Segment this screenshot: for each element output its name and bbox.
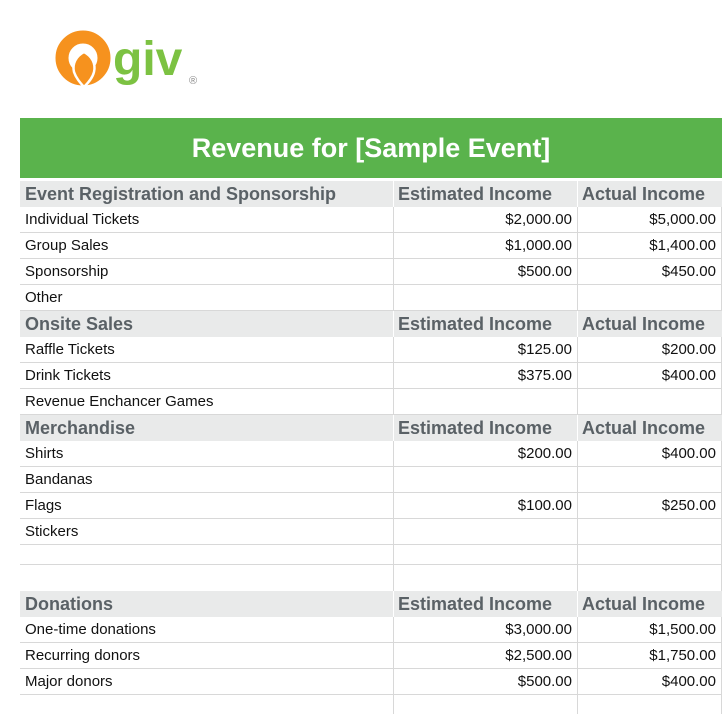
revenue-section: [20, 311, 722, 415]
item-label-cell: Shirts: [25, 445, 64, 462]
section-rows: [20, 337, 722, 415]
estimated-income-cell: $375.00: [393, 363, 577, 388]
table-sections: [20, 181, 722, 714]
estimated-income-cell: [393, 519, 577, 544]
actual-income-cell: $400.00: [577, 363, 722, 388]
section-header-row: [20, 181, 722, 207]
actual-income-cell: $250.00: [577, 493, 722, 518]
item-label-cell: Revenue Enchancer Games: [25, 393, 214, 410]
actual-income-header: Actual Income: [577, 415, 722, 441]
table-row: [20, 207, 722, 233]
estimated-income-header: Estimated Income: [393, 415, 577, 441]
section-header-row: [20, 591, 722, 617]
table-row: [20, 233, 722, 259]
actual-income-cell: [577, 695, 722, 714]
actual-income-cell: $1,750.00: [577, 643, 722, 668]
section-header-row: [20, 311, 722, 337]
item-label-cell: [20, 545, 393, 564]
actual-income-header: Actual Income: [577, 591, 722, 617]
actual-income-cell: [577, 545, 722, 564]
actual-income-cell: $400.00: [577, 441, 722, 466]
table-row: [20, 389, 722, 415]
item-label-cell: Bandanas: [25, 471, 93, 488]
item-label-cell: [20, 565, 393, 591]
table-row: [20, 467, 722, 493]
actual-income-header: Actual Income: [577, 181, 722, 207]
item-label-cell: [20, 695, 393, 714]
estimated-income-cell: [393, 467, 577, 492]
section-header-row: [20, 415, 722, 441]
table-row: [20, 565, 722, 591]
table-row: [20, 493, 722, 519]
table-row: [20, 669, 722, 695]
actual-income-cell: $200.00: [577, 337, 722, 362]
actual-income-cell: $1,500.00: [577, 617, 722, 642]
section-title: Donations: [20, 591, 393, 617]
item-label-cell: Other: [25, 289, 63, 306]
estimated-income-cell: [393, 389, 577, 414]
page-title: Revenue for [Sample Event]: [191, 132, 551, 163]
estimated-income-cell: $100.00: [393, 493, 577, 518]
table-row: [20, 617, 722, 643]
table-row: [20, 519, 722, 545]
estimated-income-cell: $500.00: [393, 259, 577, 284]
logo-text: giv: [113, 33, 183, 86]
section-rows: [20, 207, 722, 311]
actual-income-cell: [577, 285, 722, 310]
section-rows: [20, 617, 722, 714]
item-label-cell: Major donors: [25, 673, 113, 690]
estimated-income-cell: [393, 695, 577, 714]
actual-income-cell: [577, 519, 722, 544]
table-row: [20, 695, 722, 714]
section-rows: [20, 441, 722, 591]
table-row: [20, 643, 722, 669]
estimated-income-cell: $1,000.00: [393, 233, 577, 258]
estimated-income-cell: $3,000.00: [393, 617, 577, 642]
revenue-table: [20, 118, 722, 714]
actual-income-cell: $400.00: [577, 669, 722, 694]
item-label-cell: Stickers: [25, 523, 79, 540]
estimated-income-cell: [393, 545, 577, 564]
table-row: [20, 363, 722, 389]
item-label-cell: Individual Tickets: [25, 211, 140, 228]
qgiv-logo-graphic: [53, 28, 203, 96]
actual-income-cell: [577, 389, 722, 414]
table-row: [20, 545, 722, 565]
estimated-income-cell: $2,500.00: [393, 643, 577, 668]
item-label-cell: Raffle Tickets: [25, 341, 115, 358]
actual-income-cell: [577, 565, 722, 591]
table-row: [20, 337, 722, 363]
table-row: [20, 259, 722, 285]
item-label-cell: One-time donations: [25, 621, 156, 638]
estimated-income-cell: [393, 285, 577, 310]
estimated-income-cell: $200.00: [393, 441, 577, 466]
actual-income-header: Actual Income: [577, 311, 722, 337]
estimated-income-cell: $500.00: [393, 669, 577, 694]
actual-income-cell: $1,400.00: [577, 233, 722, 258]
item-label-cell: Drink Tickets: [25, 367, 111, 384]
estimated-income-cell: [393, 565, 577, 591]
estimated-income-header: Estimated Income: [393, 311, 577, 337]
item-label-cell: Group Sales: [25, 237, 109, 254]
table-row: [20, 285, 722, 311]
section-title: Event Registration and Sponsorship: [20, 181, 393, 207]
section-title: Onsite Sales: [20, 311, 393, 337]
estimated-income-header: Estimated Income: [393, 591, 577, 617]
actual-income-cell: $5,000.00: [577, 207, 722, 232]
revenue-section: [20, 181, 722, 311]
qgiv-logo: [53, 28, 203, 96]
actual-income-cell: $450.00: [577, 259, 722, 284]
table-row: [20, 441, 722, 467]
estimated-income-header: Estimated Income: [393, 181, 577, 207]
item-label-cell: Flags: [25, 497, 62, 514]
title-banner: [20, 118, 722, 178]
revenue-section: [20, 415, 722, 591]
section-title: Merchandise: [20, 415, 393, 441]
item-label-cell: Sponsorship: [25, 263, 109, 280]
estimated-income-cell: $125.00: [393, 337, 577, 362]
revenue-section: [20, 591, 722, 714]
item-label-cell: Recurring donors: [25, 647, 141, 664]
registered-mark: ®: [189, 75, 198, 87]
actual-income-cell: [577, 467, 722, 492]
estimated-income-cell: $2,000.00: [393, 207, 577, 232]
